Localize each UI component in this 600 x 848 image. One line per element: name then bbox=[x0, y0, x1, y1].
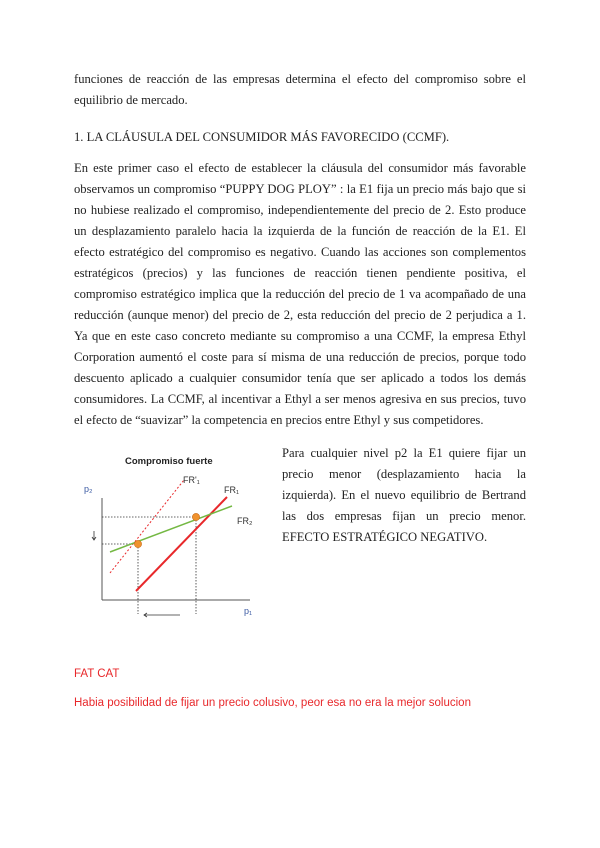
new-equilibrium-point bbox=[134, 540, 141, 547]
main-paragraph: En este primer caso el efecto de establecer la cláusula del consumidor más favorable observamos un compromiso “PUPPY DOG PLOY” : la E1 fija un precio más bajo que si no hubiese realizado el compromiso, independientemente del precio de 2. Esto produce un desplazamiento paralelo hacia la izquierda de la función de reacción de la E1. El efecto estratégico del compromiso es negativo. Cuando las acciones son complementos estratégicos (precios) y las funciones de reacción tienen pendiente positiva, el compromiso estratégico implica que la reducción del precio de 1 va acompañado de una reducción (aunque menor) del precio de 2, esta reducción del precio de 2 perjudica a 1. Ya que en este caso concreto mediante su compromiso a una CCMF, la empresa Ethyl Corporation aumentó el coste para sí misma de una reducción de precios, porque todo descuento aplicado a cualquier consumidor tenía que ser aplicado a todos los demás consumidores. La CCMF, al incentivar a Ethyl a ser menos agresiva en sus precios, tuvo el efecto de “suavizar” la competencia en precios entre Ethyl y sus competidores. bbox=[74, 161, 526, 427]
y-axis-label: p₂ bbox=[84, 484, 93, 494]
reaction-function-figure bbox=[80, 448, 270, 628]
initial-equilibrium-point bbox=[192, 513, 199, 520]
intro-paragraph: funciones de reacción de las empresas determina el efecto del compromiso sobre el equilibrio de mercado. bbox=[74, 72, 526, 107]
fat-cat-text: Habia posibilidad de fijar un precio colusivo, peor esa no era la mejor solucion bbox=[74, 697, 471, 709]
fr1-curve bbox=[136, 497, 227, 591]
x-axis-label: p₁ bbox=[244, 606, 253, 616]
fr1-label: FR₁ bbox=[224, 485, 240, 495]
section-heading: 1. LA CLÁUSULA DEL CONSUMIDOR MÁS FAVORECIDO (CCMF). bbox=[74, 130, 450, 144]
fr2-curve bbox=[110, 506, 232, 552]
fat-cat-title: FAT CAT bbox=[74, 668, 120, 680]
figure-title: Compromiso fuerte bbox=[125, 456, 213, 467]
reaction-function-chart bbox=[80, 448, 270, 628]
fr1-prime-curve bbox=[110, 480, 184, 573]
side-paragraph: Para cualquier nivel p2 la E1 quiere fijar un precio menor (desplazamiento hacia la izquierda). En el nuevo equilibrio de Bertrand las dos empresas fijan un precio menor. EFECTO ESTRATÉGICO NEGATIVO. bbox=[282, 446, 526, 544]
fr1-prime-label: FR'₁ bbox=[183, 475, 200, 485]
fr2-label: FR₂ bbox=[237, 516, 253, 526]
